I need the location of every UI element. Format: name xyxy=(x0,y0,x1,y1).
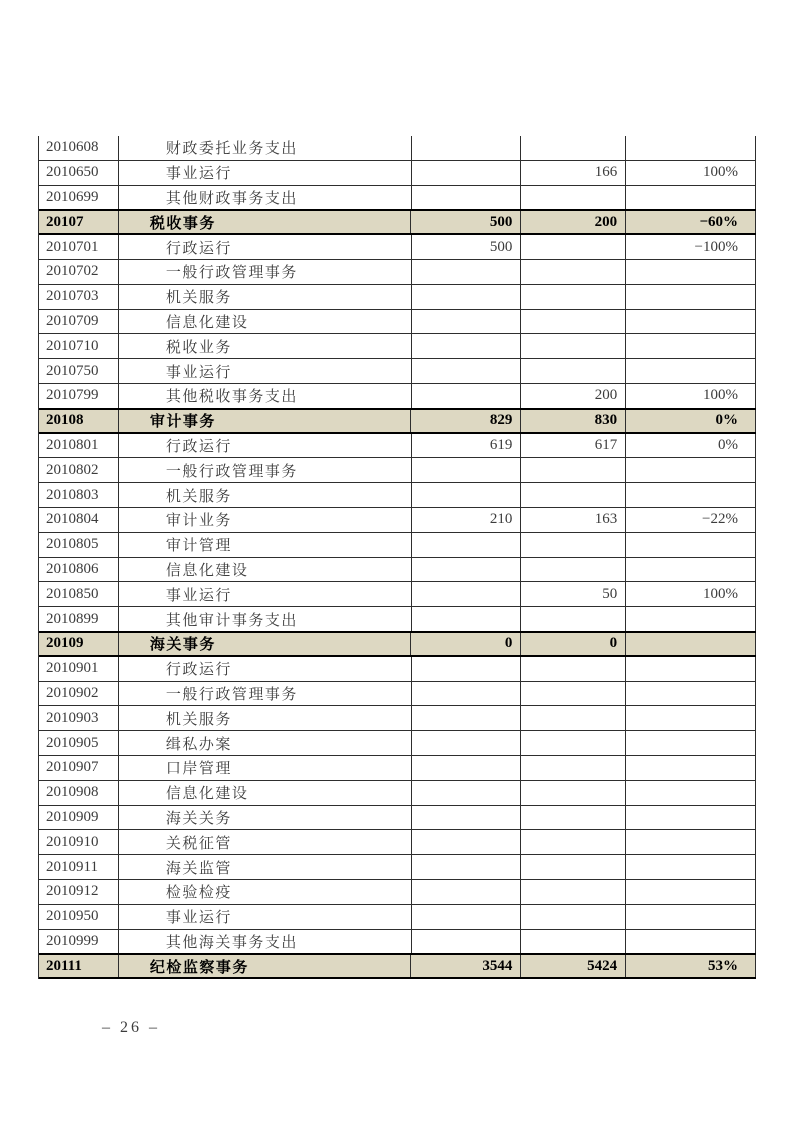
name-cell: 机关服务 xyxy=(119,483,412,507)
name-cell: 信息化建设 xyxy=(119,310,412,334)
code-cell: 2010911 xyxy=(39,855,119,879)
value1-cell: 3544 xyxy=(411,955,521,977)
table-row xyxy=(39,285,756,310)
percent-cell xyxy=(626,186,756,210)
value2-cell: 163 xyxy=(521,508,626,532)
table-row xyxy=(39,310,756,335)
name-cell: 其他海关事务支出 xyxy=(119,930,412,954)
name-cell: 海关监管 xyxy=(119,855,412,879)
code-cell: 2010701 xyxy=(39,235,119,259)
name-cell: 税收事务 xyxy=(119,211,412,233)
percent-cell xyxy=(626,830,756,854)
value1-cell xyxy=(412,905,522,929)
name-cell: 事业运行 xyxy=(119,582,412,606)
table-row xyxy=(39,706,756,731)
table-row xyxy=(39,731,756,756)
value1-cell xyxy=(412,855,522,879)
code-cell: 2010901 xyxy=(39,657,119,681)
table-row xyxy=(39,830,756,855)
table-row xyxy=(39,458,756,483)
code-cell: 2010750 xyxy=(39,359,119,383)
value1-cell xyxy=(412,756,522,780)
percent-cell: 53% xyxy=(626,955,756,977)
percent-cell: 100% xyxy=(626,582,756,606)
value2-cell xyxy=(521,905,626,929)
name-cell: 信息化建设 xyxy=(119,781,412,805)
name-cell: 缉私办案 xyxy=(119,731,412,755)
value2-cell: 830 xyxy=(521,410,626,432)
value1-cell xyxy=(412,260,522,284)
value2-cell xyxy=(521,682,626,706)
percent-cell: 0% xyxy=(626,434,756,458)
code-cell: 20111 xyxy=(39,955,119,977)
code-cell: 2010709 xyxy=(39,310,119,334)
value2-cell xyxy=(521,260,626,284)
percent-cell xyxy=(626,806,756,830)
table-row xyxy=(39,186,756,211)
percent-cell: 100% xyxy=(626,384,756,408)
value1-cell xyxy=(412,806,522,830)
code-cell: 20109 xyxy=(39,633,119,655)
value1-cell xyxy=(412,880,522,904)
table-row xyxy=(39,408,756,434)
table-row xyxy=(39,607,756,632)
code-cell: 2010802 xyxy=(39,458,119,482)
code-cell: 2010803 xyxy=(39,483,119,507)
percent-cell: −22% xyxy=(626,508,756,532)
value2-cell xyxy=(521,930,626,954)
name-cell: 信息化建设 xyxy=(119,558,412,582)
code-cell: 2010950 xyxy=(39,905,119,929)
code-cell: 2010850 xyxy=(39,582,119,606)
value1-cell: 500 xyxy=(411,211,521,233)
code-cell: 2010703 xyxy=(39,285,119,309)
name-cell: 一般行政管理事务 xyxy=(119,458,412,482)
percent-cell xyxy=(626,756,756,780)
percent-cell xyxy=(626,260,756,284)
percent-cell xyxy=(626,781,756,805)
table-row xyxy=(39,682,756,707)
code-cell: 2010702 xyxy=(39,260,119,284)
value2-cell xyxy=(521,706,626,730)
value1-cell xyxy=(412,384,522,408)
name-cell: 一般行政管理事务 xyxy=(119,260,412,284)
table-row xyxy=(39,533,756,558)
value2-cell xyxy=(521,285,626,309)
code-cell: 2010806 xyxy=(39,558,119,582)
table-row xyxy=(39,582,756,607)
code-cell: 20108 xyxy=(39,410,119,432)
table-row xyxy=(39,260,756,285)
value1-cell: 500 xyxy=(412,235,522,259)
percent-cell xyxy=(626,682,756,706)
code-cell: 2010908 xyxy=(39,781,119,805)
code-cell: 2010910 xyxy=(39,830,119,854)
page-number: – 26 – xyxy=(102,1019,160,1036)
value2-cell: 50 xyxy=(521,582,626,606)
name-cell: 一般行政管理事务 xyxy=(119,682,412,706)
value1-cell xyxy=(412,458,522,482)
value2-cell: 166 xyxy=(521,161,626,185)
value1-cell: 0 xyxy=(411,633,521,655)
value1-cell xyxy=(412,607,522,631)
table-row xyxy=(39,235,756,260)
value2-cell xyxy=(521,136,626,160)
code-cell: 2010907 xyxy=(39,756,119,780)
name-cell: 事业运行 xyxy=(119,905,412,929)
value2-cell xyxy=(521,731,626,755)
value1-cell xyxy=(412,930,522,954)
table-row xyxy=(39,657,756,682)
value1-cell xyxy=(412,682,522,706)
code-cell: 2010608 xyxy=(39,136,119,160)
code-cell: 20107 xyxy=(39,211,119,233)
code-cell: 2010799 xyxy=(39,384,119,408)
table-row xyxy=(39,930,756,955)
percent-cell: 100% xyxy=(626,161,756,185)
code-cell: 2010801 xyxy=(39,434,119,458)
name-cell: 行政运行 xyxy=(119,434,412,458)
percent-cell xyxy=(626,731,756,755)
percent-cell xyxy=(626,359,756,383)
table-row xyxy=(39,631,756,657)
name-cell: 口岸管理 xyxy=(119,756,412,780)
value2-cell xyxy=(521,830,626,854)
value1-cell xyxy=(412,285,522,309)
code-cell: 2010909 xyxy=(39,806,119,830)
code-cell: 2010699 xyxy=(39,186,119,210)
name-cell: 审计业务 xyxy=(119,508,412,532)
value1-cell xyxy=(412,310,522,334)
value1-cell xyxy=(412,781,522,805)
value2-cell xyxy=(521,781,626,805)
code-cell: 2010999 xyxy=(39,930,119,954)
budget-table xyxy=(38,136,756,979)
value2-cell xyxy=(521,533,626,557)
value2-cell xyxy=(521,607,626,631)
value1-cell xyxy=(412,359,522,383)
percent-cell xyxy=(626,136,756,160)
percent-cell xyxy=(626,285,756,309)
code-cell: 2010899 xyxy=(39,607,119,631)
percent-cell xyxy=(626,483,756,507)
table-row xyxy=(39,905,756,930)
value1-cell xyxy=(412,657,522,681)
table-row xyxy=(39,953,756,979)
code-cell: 2010650 xyxy=(39,161,119,185)
value2-cell xyxy=(521,806,626,830)
value2-cell xyxy=(521,458,626,482)
percent-cell: −60% xyxy=(626,211,756,233)
value1-cell: 829 xyxy=(411,410,521,432)
table-row xyxy=(39,483,756,508)
value2-cell: 5424 xyxy=(521,955,626,977)
value2-cell xyxy=(521,558,626,582)
name-cell: 事业运行 xyxy=(119,161,412,185)
value1-cell xyxy=(412,706,522,730)
table-row xyxy=(39,880,756,905)
name-cell: 纪检监察事务 xyxy=(119,955,412,977)
percent-cell xyxy=(626,334,756,358)
table-row xyxy=(39,434,756,459)
value1-cell xyxy=(412,731,522,755)
code-cell: 2010905 xyxy=(39,731,119,755)
value2-cell: 200 xyxy=(521,211,626,233)
value1-cell xyxy=(412,334,522,358)
name-cell: 机关服务 xyxy=(119,285,412,309)
table-row xyxy=(39,209,756,235)
value1-cell xyxy=(412,186,522,210)
code-cell: 2010912 xyxy=(39,880,119,904)
name-cell: 财政委托业务支出 xyxy=(119,136,412,160)
name-cell: 其他税收事务支出 xyxy=(119,384,412,408)
value1-cell xyxy=(412,830,522,854)
percent-cell xyxy=(626,533,756,557)
value1-cell xyxy=(412,483,522,507)
code-cell: 2010903 xyxy=(39,706,119,730)
value1-cell xyxy=(412,161,522,185)
value2-cell xyxy=(521,310,626,334)
value2-cell xyxy=(521,235,626,259)
table-row xyxy=(39,558,756,583)
table-row xyxy=(39,855,756,880)
value2-cell: 617 xyxy=(521,434,626,458)
name-cell: 事业运行 xyxy=(119,359,412,383)
name-cell: 海关关务 xyxy=(119,806,412,830)
table-row xyxy=(39,136,756,161)
value2-cell xyxy=(521,359,626,383)
name-cell: 检验检疫 xyxy=(119,880,412,904)
percent-cell xyxy=(626,706,756,730)
value2-cell xyxy=(521,334,626,358)
name-cell: 海关事务 xyxy=(119,633,412,655)
value1-cell xyxy=(412,582,522,606)
value2-cell xyxy=(521,483,626,507)
name-cell: 税收业务 xyxy=(119,334,412,358)
percent-cell xyxy=(626,855,756,879)
percent-cell xyxy=(626,633,756,655)
table-row xyxy=(39,756,756,781)
name-cell: 审计事务 xyxy=(119,410,412,432)
code-cell: 2010804 xyxy=(39,508,119,532)
name-cell: 行政运行 xyxy=(119,235,412,259)
percent-cell xyxy=(626,558,756,582)
table-row xyxy=(39,334,756,359)
name-cell: 其他审计事务支出 xyxy=(119,607,412,631)
value1-cell xyxy=(412,533,522,557)
name-cell: 机关服务 xyxy=(119,706,412,730)
name-cell: 审计管理 xyxy=(119,533,412,557)
value1-cell: 619 xyxy=(412,434,522,458)
percent-cell xyxy=(626,458,756,482)
value2-cell xyxy=(521,657,626,681)
value2-cell: 200 xyxy=(521,384,626,408)
value2-cell xyxy=(521,756,626,780)
name-cell: 关税征管 xyxy=(119,830,412,854)
percent-cell xyxy=(626,310,756,334)
table-row xyxy=(39,508,756,533)
percent-cell xyxy=(626,905,756,929)
name-cell: 行政运行 xyxy=(119,657,412,681)
table-row xyxy=(39,384,756,409)
percent-cell xyxy=(626,880,756,904)
table-row xyxy=(39,359,756,384)
table-row xyxy=(39,781,756,806)
value1-cell xyxy=(412,558,522,582)
value2-cell xyxy=(521,880,626,904)
percent-cell xyxy=(626,930,756,954)
code-cell: 2010902 xyxy=(39,682,119,706)
value2-cell xyxy=(521,855,626,879)
percent-cell xyxy=(626,607,756,631)
value1-cell: 210 xyxy=(412,508,522,532)
value2-cell xyxy=(521,186,626,210)
code-cell: 2010805 xyxy=(39,533,119,557)
table-row xyxy=(39,161,756,186)
percent-cell xyxy=(626,657,756,681)
percent-cell: −100% xyxy=(626,235,756,259)
name-cell: 其他财政事务支出 xyxy=(119,186,412,210)
code-cell: 2010710 xyxy=(39,334,119,358)
table-row xyxy=(39,806,756,831)
value1-cell xyxy=(412,136,522,160)
percent-cell: 0% xyxy=(626,410,756,432)
value2-cell: 0 xyxy=(521,633,626,655)
